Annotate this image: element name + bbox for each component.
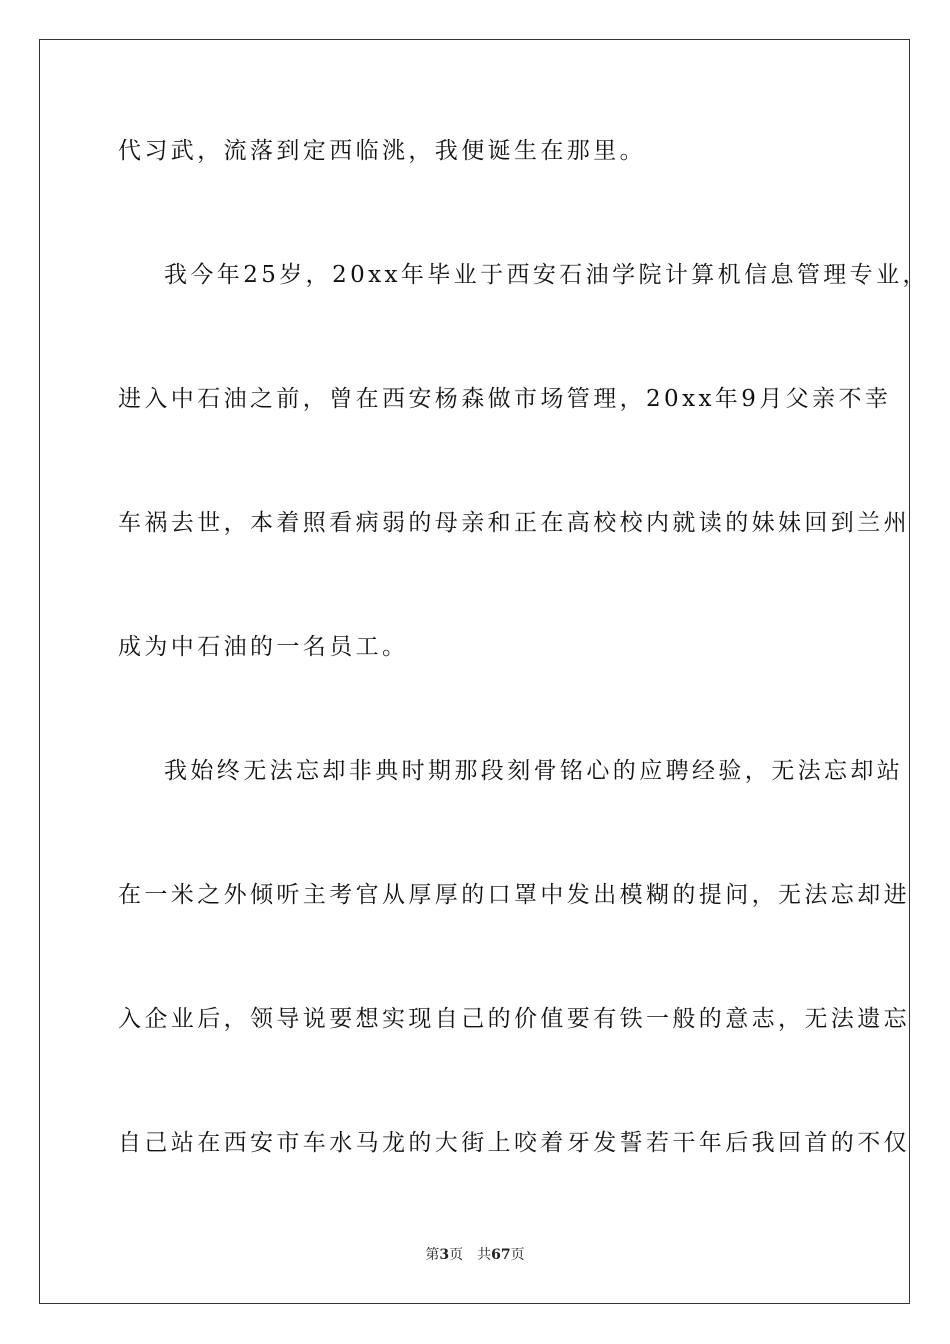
text-line-6: 我始终无法忘却非典时期那段刻骨铭心的应聘经验，无法忘却站 bbox=[164, 758, 904, 784]
total-suffix: 页 bbox=[510, 1247, 525, 1263]
text-line-9: 自己站在西安市车水马龙的大街上咬着牙发誓若干年后我回首的不仅 bbox=[118, 1130, 910, 1156]
page-prefix: 第 bbox=[425, 1247, 440, 1263]
page-border bbox=[39, 39, 929, 1304]
text-line-4: 车祸去世，本着照看病弱的母亲和正在高校校内就读的妹妹回到兰州 bbox=[118, 510, 910, 536]
total-pages: 67 bbox=[491, 1247, 511, 1263]
page-number: 3 bbox=[439, 1247, 450, 1263]
text-line-1: 代习武，流落到定西临洮，我便诞生在那里。 bbox=[118, 138, 646, 164]
total-prefix: 共 bbox=[477, 1247, 492, 1263]
page-suffix: 页 bbox=[449, 1247, 464, 1263]
text-line-5: 成为中石油的一名员工。 bbox=[118, 634, 409, 660]
text-line-3: 进入中石油之前，曾在西安杨森做市场管理，20xx年9月父亲不幸 bbox=[118, 386, 892, 412]
text-line-7: 在一米之外倾听主考官从厚厚的口罩中发出模糊的提问，无法忘却进 bbox=[118, 882, 910, 908]
text-line-2: 我今年25岁，20xx年毕业于西安石油学院计算机信息管理专业， bbox=[164, 262, 929, 288]
text-line-8: 入企业后，领导说要想实现自己的价值要有铁一般的意志，无法遗忘 bbox=[118, 1006, 910, 1032]
page-footer bbox=[0, 1245, 950, 1265]
